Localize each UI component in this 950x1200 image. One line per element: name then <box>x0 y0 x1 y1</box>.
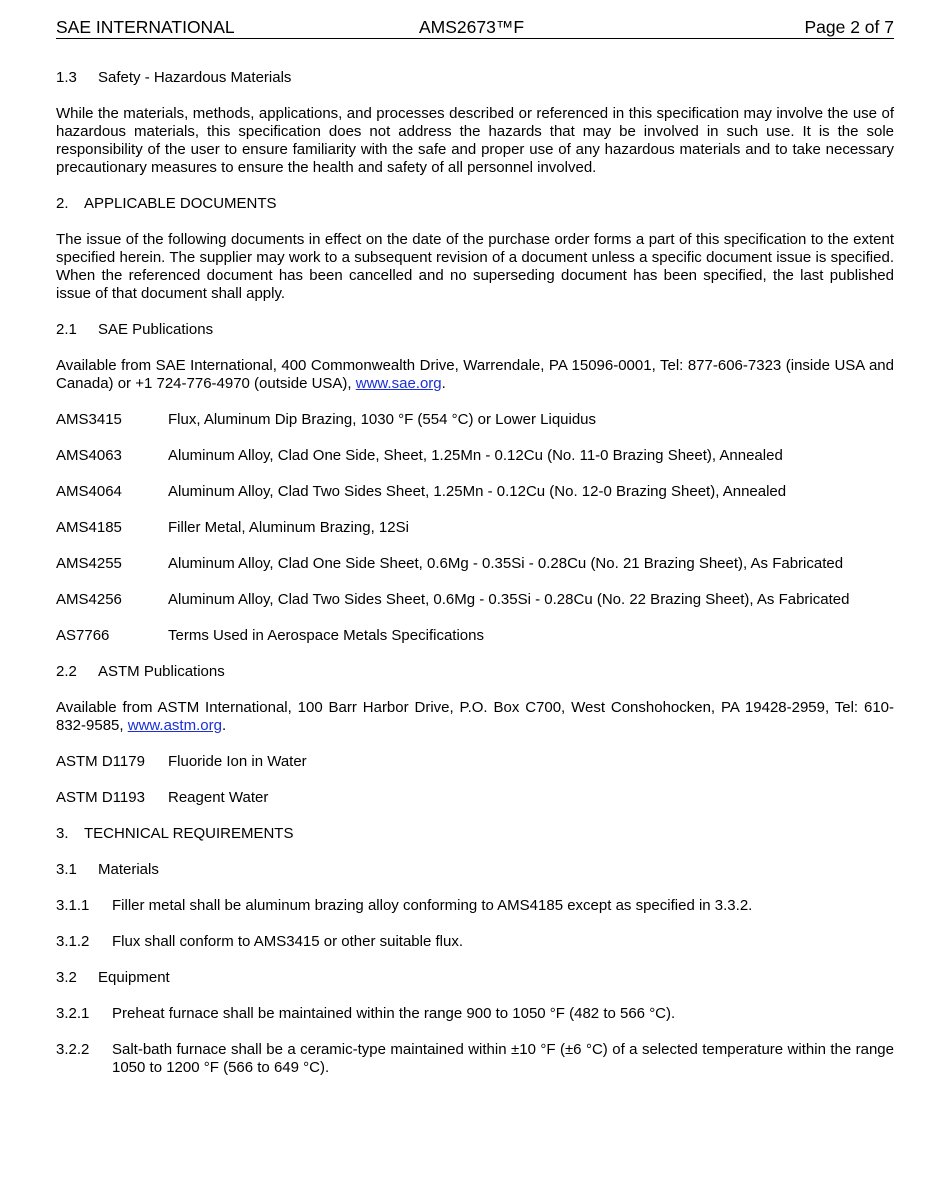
doc-reference: AMS4064 Aluminum Alloy, Clad Two Sides Sheet, 1.25Mn - 0.12Cu (No. 12-0 Brazing Sheet), Annealed <box>56 483 787 500</box>
sae-website-link[interactable]: www.sae.org <box>355 375 442 392</box>
subsection-3-2-2: 3.2.2 Salt-bath furnace shall be a ceramic-type maintained within ±10 °F (±6 °C) of a selected temperature within the range 1050 to 1200 °F (566 to 649 °C). <box>56 1041 894 1076</box>
section-2-paragraph: The issue of the following documents in effect on the date of the purchase order forms a part of this specification to the extent specified herein. The supplier may work to a subsequent revision of a document unless a specific document issue is specified. When the referenced document has been cancelled and no superseding document has been specified, the last published issue of that document shall apply. <box>56 231 894 302</box>
document-body <box>56 69 894 1095</box>
doc-reference: AMS4185 Filler Metal, Aluminum Brazing, 12Si <box>56 519 409 536</box>
section-2-2-heading: 2.2 ASTM Publications <box>56 663 225 680</box>
astm-availability-paragraph: Available from ASTM International, 100 Barr Harbor Drive, P.O. Box C700, West Conshohocken, PA 19428-2959, Tel: 610-832-9585, www.astm.org. <box>56 699 894 734</box>
subsection-3-1-1: 3.1.1 Filler metal shall be aluminum brazing alloy conforming to AMS4185 except as specified in 3.3.2. <box>56 897 753 914</box>
subsection-3-1-2: 3.1.2 Flux shall conform to AMS3415 or other suitable flux. <box>56 933 464 950</box>
header-page-number: Page 2 of 7 <box>804 17 894 37</box>
section-3-2-heading: 3.2 Equipment <box>56 969 170 986</box>
section-2-1-heading: 2.1 SAE Publications <box>56 321 214 338</box>
section-3-1-heading: 3.1 Materials <box>56 861 159 878</box>
section-1-3-paragraph: While the materials, methods, applications, and processes described or referenced in this specification may involve the use of hazardous materials, this specification does not address the hazards that may be involved in such use. It is the sole responsibility of the user to ensure familiarity with the safe and proper use of any hazardous materials and to take necessary precautionary measures to ensure the health and safety of all personnel involved. <box>56 105 894 176</box>
section-2-heading: 2. APPLICABLE DOCUMENTS <box>56 195 277 212</box>
doc-reference: AS7766 Terms Used in Aerospace Metals Specifications <box>56 627 484 644</box>
doc-reference: ASTM D1179 Fluoride Ion in Water <box>56 753 307 770</box>
subsection-3-2-1: 3.2.1 Preheat furnace shall be maintained within the range 900 to 1050 °F (482 to 566 °C). <box>56 1005 676 1022</box>
doc-reference: AMS4256 Aluminum Alloy, Clad Two Sides Sheet, 0.6Mg - 0.35Si - 0.28Cu (No. 22 Brazing Sheet), As Fabricated <box>56 591 850 608</box>
header-doc-number: AMS2673™F <box>419 17 525 37</box>
header-org: SAE INTERNATIONAL <box>56 17 235 37</box>
page-header <box>56 16 894 39</box>
section-3-heading: 3. TECHNICAL REQUIREMENTS <box>56 825 294 842</box>
doc-reference: AMS4063 Aluminum Alloy, Clad One Side, Sheet, 1.25Mn - 0.12Cu (No. 11-0 Brazing Sheet), Annealed <box>56 447 783 464</box>
sae-availability-paragraph: Available from SAE International, 400 Commonwealth Drive, Warrendale, PA 15096-0001, Tel: 877-606-7323 (inside USA and Canada) or +1 724-776-4970 (outside USA), www.sae.org. <box>56 357 894 392</box>
doc-reference: AMS4255 Aluminum Alloy, Clad One Side Sheet, 0.6Mg - 0.35Si - 0.28Cu (No. 21 Brazing Sheet), As Fabricated <box>56 555 844 572</box>
doc-reference: AMS3415 Flux, Aluminum Dip Brazing, 1030 °F (554 °C) or Lower Liquidus <box>56 411 597 428</box>
astm-website-link[interactable]: www.astm.org <box>127 717 222 734</box>
section-1-3-heading: 1.3 Safety - Hazardous Materials <box>56 69 292 86</box>
doc-reference: ASTM D1193 Reagent Water <box>56 789 269 806</box>
